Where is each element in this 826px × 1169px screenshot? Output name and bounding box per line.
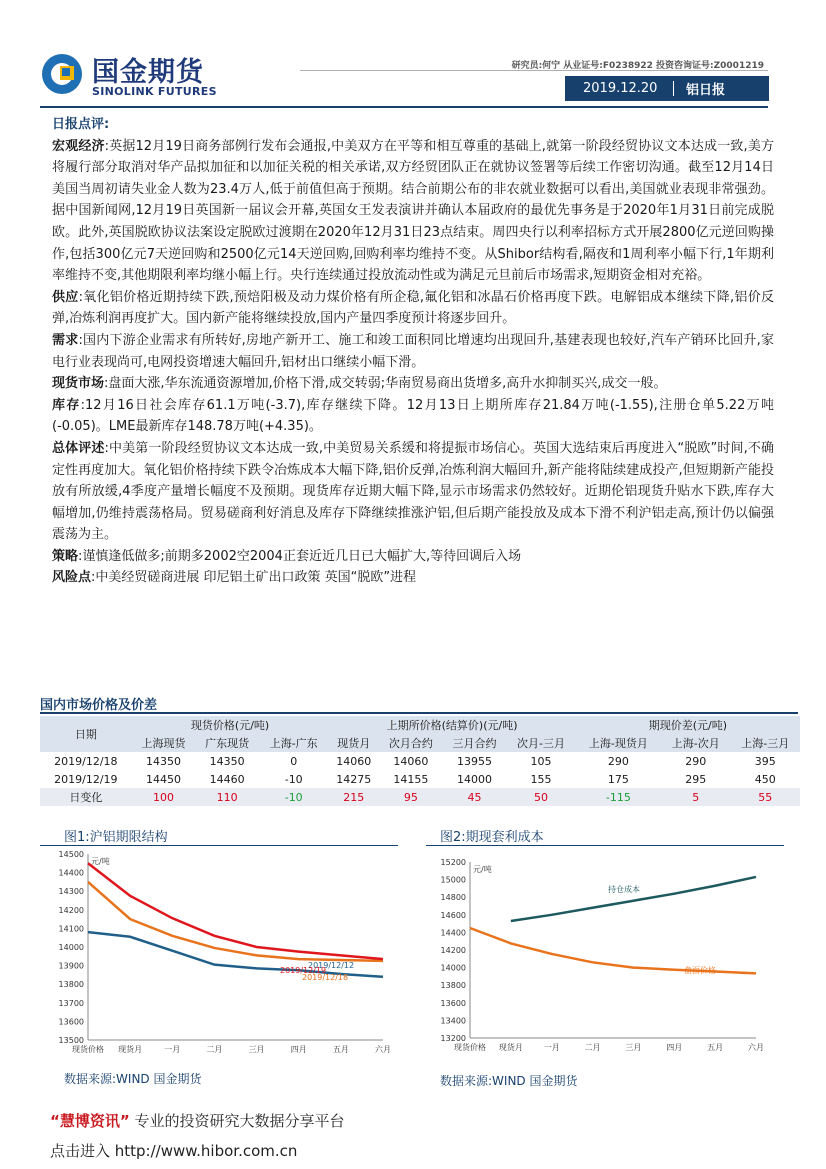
change-cell: 110 [195, 788, 259, 806]
paragraph-text: :盘面大涨,华东流通资源增加,价格下滑,成交转弱;华南贸易商出货增多,高升水抑制买兴,成交一般。 [104, 376, 667, 392]
y-tick-label: 15200 [440, 858, 466, 867]
paragraph-text: :氧化铝价格近期持续下跌,预焙阳极及动力煤价格有所企稳,氟化铝和冰晶石价格再度下跌。电解铝成本继续下降,铝价反弹,冶炼利润再度扩大。国内新产能将继续投放,国内产量四季度预计将逐步回升。 [52, 289, 774, 327]
series-label: 持仓成本 [608, 885, 640, 894]
x-tick-label: 一月 [164, 1045, 181, 1054]
commentary-paragraph [52, 546, 774, 568]
group-header-spot: 现货价格(元/吨) [132, 716, 329, 734]
price-table-rule [40, 712, 798, 714]
y-tick-label: 14500 [58, 850, 84, 859]
y-tick-label: 13800 [440, 981, 466, 991]
table-cell: 295 [685, 772, 707, 786]
arbitrage-cost-chart [416, 846, 784, 1064]
x-tick-label: 二月 [206, 1045, 223, 1054]
table-cell: 155 [530, 772, 552, 786]
row-date: 2019/12/18 [54, 754, 118, 768]
series-label: 2019/12/18 [302, 973, 349, 982]
table-cell: 13955 [456, 754, 492, 768]
y-tick-label: 13600 [58, 1017, 84, 1027]
figure2-source: 数据来源:WIND 国金期货 [440, 1074, 578, 1088]
table-row [40, 752, 800, 770]
table-cell: -10 [284, 772, 303, 786]
column-header: 上海-现货月 [576, 734, 661, 752]
footer-link[interactable]: 点击进入 http://www.hibor.com.cn [50, 1142, 298, 1160]
paragraph-label: 宏观经济 [52, 138, 105, 154]
brand-name-en: SINOLINK FUTURES [92, 85, 217, 98]
paragraph-label: 风险点 [52, 570, 92, 586]
researcher-info: 研究员:何宁 从业证号:F0238922 投资咨询证号:Z0001219 [511, 61, 764, 71]
y-tick-label: 13200 [440, 1034, 466, 1043]
y-tick-label: 14300 [58, 887, 84, 897]
report-header-bar [565, 76, 769, 101]
paragraph-label: 策略 [52, 548, 79, 564]
section-title: 日报点评: [52, 117, 110, 132]
series-label: 盘面价格 [684, 966, 716, 975]
table-cell: 14450 [146, 772, 182, 786]
table-cell: 14060 [336, 754, 372, 768]
table-cell: 290 [685, 754, 707, 768]
series-line [511, 877, 756, 921]
table-cell: 175 [607, 772, 629, 786]
commentary-paragraph [52, 330, 774, 373]
y-tick-label: 13600 [440, 998, 466, 1008]
group-header-shfe: 上期所价格(结算价)(元/吨) [328, 716, 575, 734]
x-tick-label: 三月 [625, 1043, 642, 1052]
report-kind: 铝日报 [686, 83, 726, 98]
header-separator [673, 81, 674, 96]
change-cell: 5 [661, 788, 730, 806]
column-header: 次月合约 [379, 734, 443, 752]
row-date: 日变化 [40, 788, 132, 806]
header-divider [300, 70, 768, 71]
x-tick-label: 一月 [543, 1043, 560, 1052]
y-tick-label: 13800 [58, 980, 84, 990]
futures-curve-chart [40, 846, 398, 1064]
series-line [88, 882, 383, 961]
x-tick-label: 五月 [332, 1045, 349, 1054]
change-cell: 100 [132, 788, 196, 806]
table-cell: 105 [530, 754, 552, 768]
y-tick-label: 14200 [440, 946, 466, 955]
x-tick-label: 五月 [707, 1043, 724, 1052]
change-cell: -115 [576, 788, 661, 806]
table-cell: 395 [754, 754, 776, 768]
date-header: 日期 [40, 716, 132, 752]
commentary-paragraph [52, 567, 774, 589]
column-header: 上海-次月 [661, 734, 730, 752]
column-header: 三月合约 [443, 734, 507, 752]
y-tick-label: 15000 [440, 875, 466, 885]
x-tick-label: 三月 [248, 1045, 265, 1054]
series-label: 2019/12/19 [280, 966, 327, 975]
table-cell: 290 [607, 754, 629, 768]
figure1-source: 数据来源:WIND 国金期货 [64, 1072, 202, 1086]
table-row [40, 770, 800, 788]
company-logo [40, 52, 84, 96]
table-cell: 0 [290, 754, 298, 768]
group-header-basis: 期现价差(元/吨) [576, 716, 800, 734]
y-tick-label: 13500 [58, 1036, 84, 1045]
y-axis-label: 元/吨 [473, 865, 492, 874]
series-line [88, 863, 383, 959]
column-header: 次月-三月 [506, 734, 575, 752]
footer-slogan: “慧博资讯” 专业的投资研究大数据分享平台 [50, 1112, 345, 1130]
column-header: 上海-广东 [259, 734, 328, 752]
price-table-title: 国内市场价格及价差 [40, 698, 158, 713]
paragraph-text: :谨慎逢低做多;前期多2002空2004正套近近几日已大幅扩大,等待回调后入场 [78, 548, 522, 564]
daily-commentary [52, 114, 774, 589]
paragraph-text: :中美经贸磋商进展 印尼铝土矿出口政策 英国“脱欧”进程 [91, 570, 417, 586]
x-tick-label: 现货价格 [72, 1045, 104, 1054]
change-cell: -10 [259, 788, 328, 806]
change-cell: 50 [506, 788, 575, 806]
row-date: 2019/12/19 [54, 772, 118, 786]
table-cell: 14000 [456, 772, 492, 786]
column-header: 广东现货 [195, 734, 259, 752]
commentary-paragraph [52, 438, 774, 546]
paragraph-text: :12月16日社会库存61.1万吨(-3.7),库存继续下降。12月13日上期所库存21.84万吨(-1.55),注册仓单5.22万吨(-0.05)。LME最新库存148.78万吨(+4.35)。 [52, 397, 774, 435]
figure2-title: 图2:期现套利成本 [440, 830, 544, 845]
y-tick-label: 13400 [440, 1016, 466, 1026]
paragraph-text: :中美第一阶段经贸协议文本达成一致,中美贸易关系缓和将提振市场信心。英国大选结束后再度进入“脱欧”时间,不确定性再度加大。氧化铝价格持续下跌令冶炼成本大幅下降,铝价反弹,冶炼利润大幅回升,新产能将陆续建成投产,但短期新产能投放有所放缓,4季度产量增长幅度不及预期。现货库存近期大幅下降,显示市场需求仍然较好。近期伦铝现货升贴水下跌,库存大幅增加,仍维持震荡格局。贸易磋商利好消息及库存下降继续推涨沪铝,但后期产能投放及成本下滑不利沪铝走高,预计仍以偏强震荡为主。 [52, 440, 774, 543]
report-date: 2019.12.20 [583, 81, 658, 96]
y-tick-label: 14400 [440, 928, 466, 938]
figure1-title: 图1:沪铝期限结构 [64, 830, 168, 845]
table-cell: 14275 [336, 772, 372, 786]
x-tick-label: 六月 [748, 1043, 764, 1052]
brand-name-cn: 国金期货 [92, 57, 204, 88]
change-cell: 95 [379, 788, 443, 806]
table-cell: 14460 [209, 772, 245, 786]
x-tick-label: 六月 [375, 1045, 391, 1054]
change-cell: 55 [730, 788, 800, 806]
y-tick-label: 13700 [58, 998, 84, 1008]
column-header: 现货月 [328, 734, 379, 752]
table-cell: 14060 [393, 754, 429, 768]
commentary-paragraphs [52, 136, 774, 589]
y-tick-label: 14800 [440, 893, 466, 903]
x-tick-label: 现货月 [118, 1045, 143, 1054]
change-row [40, 788, 800, 806]
change-cell: 45 [443, 788, 507, 806]
table-cell: 14350 [209, 754, 245, 768]
price-table [40, 716, 800, 806]
y-tick-label: 14600 [440, 910, 466, 920]
commentary-paragraph [52, 287, 774, 330]
x-tick-label: 四月 [666, 1043, 683, 1052]
column-header: 上海现货 [132, 734, 196, 752]
table-cell: 450 [754, 772, 776, 786]
y-tick-label: 14100 [58, 924, 84, 934]
top-rule [40, 106, 768, 108]
paragraph-label: 现货市场 [52, 376, 105, 392]
commentary-paragraph [52, 136, 774, 287]
table-cell: 14155 [393, 772, 429, 786]
y-tick-label: 13900 [58, 961, 84, 971]
paragraph-text: :国内下游企业需求有所转好,房地产新开工、施工和竣工面积同比增速均出现回升,基建表现也较好,汽车产销环比回升,家电行业表现尚可,电网投资增速大幅回升,铝材出口继续小幅下滑。 [52, 332, 774, 370]
x-tick-label: 四月 [290, 1045, 307, 1054]
paragraph-label: 需求 [52, 332, 79, 348]
series-label: 2019/12/12 [308, 961, 355, 970]
x-tick-label: 二月 [584, 1043, 601, 1052]
paragraph-label: 库存 [52, 397, 81, 413]
commentary-paragraph [52, 373, 774, 395]
x-tick-label: 现货月 [498, 1043, 523, 1052]
paragraph-label: 总体评述 [52, 440, 105, 456]
paragraph-text: :英据12月19日商务部例行发布会通报,中美双方在平等和相互尊重的基础上,就第一阶段经贸协议文本达成一致,美方将履行部分取消对华产品拟加征和以加征关税的相关承诺,双方经贸团队正在就协议签署等后续工作密切沟通。截至12月14日美国当周初请失业金人数为23.4万人,低于前值但高于预期。结合前期公布的非农就业数据可以看出,美国就业表现非常强劲。据中国新闻网,12月19日英国新一届议会开幕,英国女王发表演讲并确认本届政府的最优先事务是于2020年1月31日前完成脱欧。此外,英国脱欧协议法案设定脱欧过渡期在2020年12月31日23点结束。周四央行以利率招标方式开展2800亿元逆回购操作,包括300亿元7天逆回购和2500亿元14天逆回购,回购利率均维持不变。从Shibor结构看,隔夜和1周利率小幅下行,1年期利率维持不变,其他期限利率均继小幅上行。央行连续通过投放流动性或为满足元旦前后市场需求,短期资金相对充裕。 [52, 138, 774, 284]
table-cell: 14350 [146, 754, 182, 768]
y-tick-label: 14000 [440, 963, 466, 973]
y-axis-label: 元/吨 [91, 857, 110, 866]
column-header: 上海-三月 [730, 734, 800, 752]
y-tick-label: 14400 [58, 868, 84, 878]
commentary-paragraph [52, 395, 774, 438]
paragraph-label: 供应 [52, 289, 79, 305]
y-tick-label: 14000 [58, 943, 84, 952]
y-tick-label: 14200 [58, 905, 84, 915]
x-tick-label: 现货价格 [454, 1043, 486, 1052]
change-cell: 215 [328, 788, 379, 806]
